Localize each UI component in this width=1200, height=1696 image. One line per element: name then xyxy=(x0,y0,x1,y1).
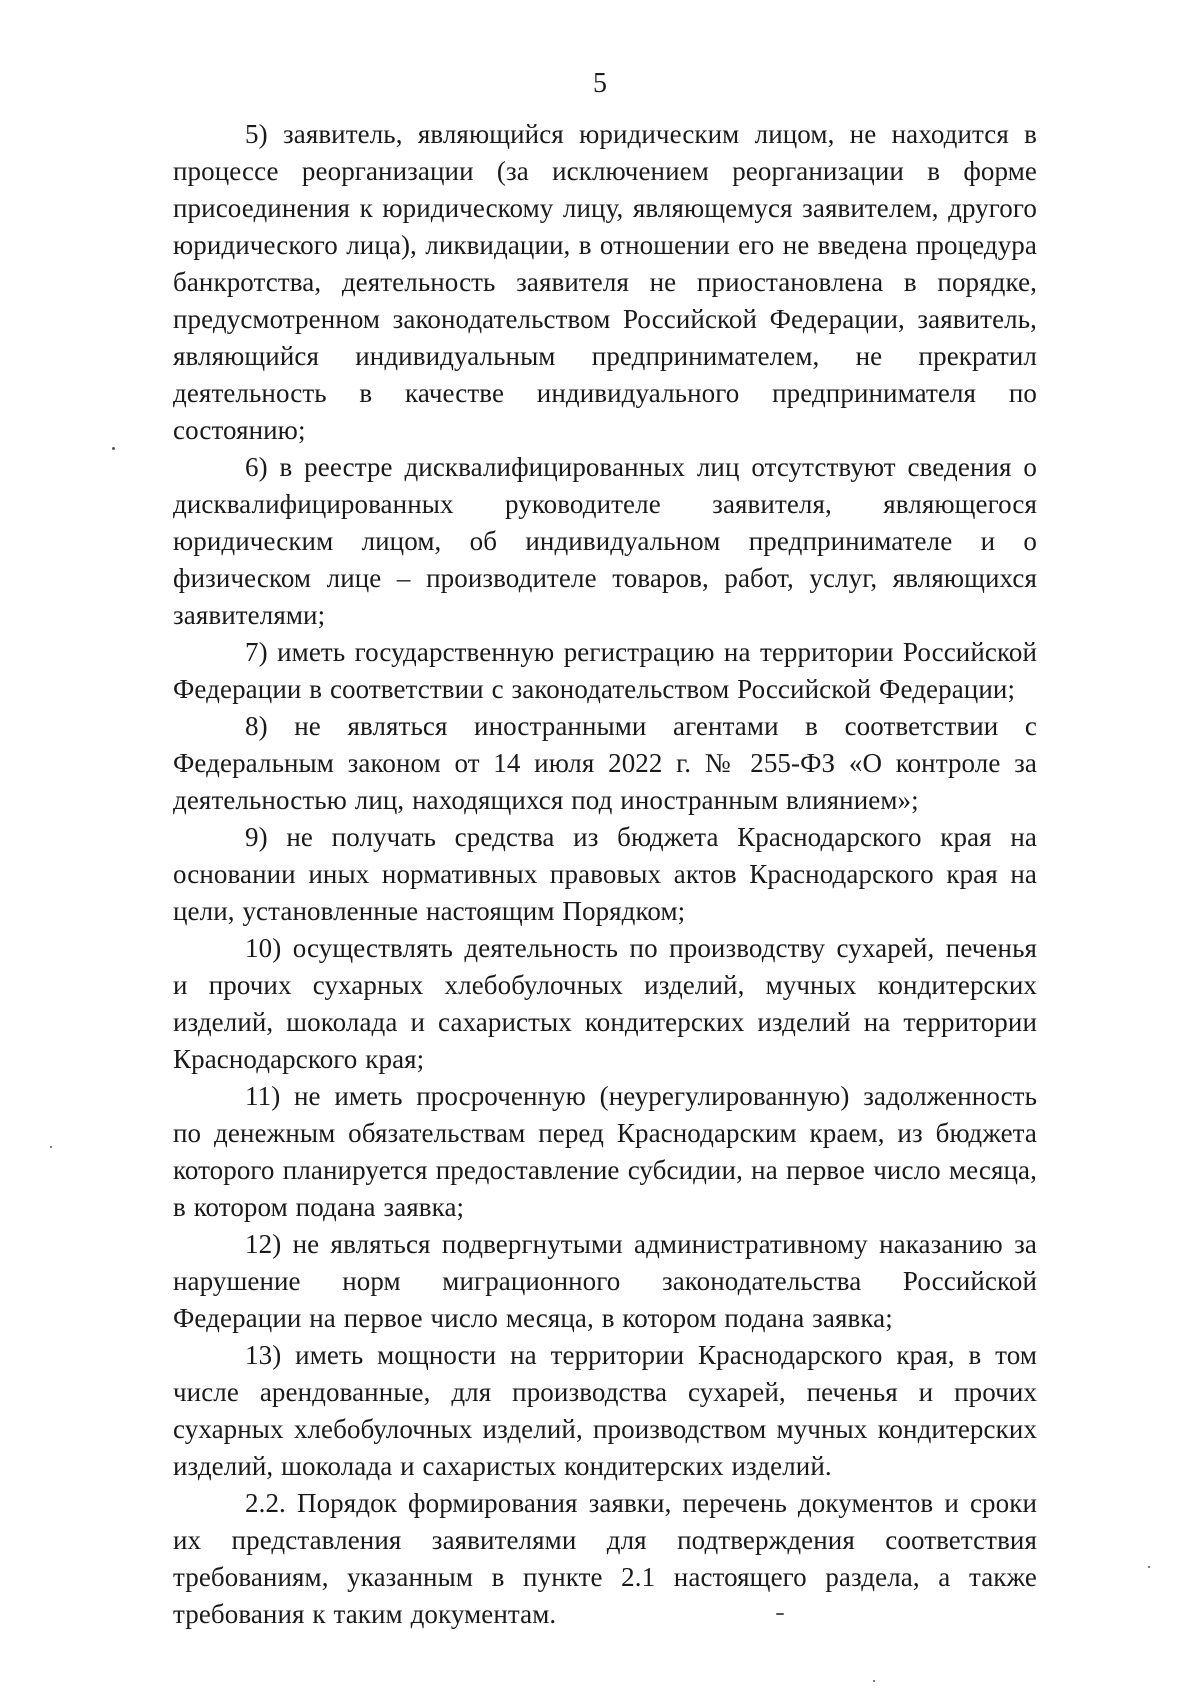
scan-speck xyxy=(1148,1566,1150,1568)
scan-speck xyxy=(776,1613,784,1615)
paragraph-section-2-2: 2.2. Порядок формирования заявки, перечень документов и сроки их представления заявителями для подтверждения соответствия требованиям, указанным в пункте 2.1 настоящего раздела, а также требования к таким документам. xyxy=(173,1488,1037,1629)
paragraph-item-11: 11) не иметь просроченную (неурегулированную) задолженность по денежным обязательствам перед Краснодарским краем, из бюджета которого планируется предоставление субсидии, на первое число месяца, в котором подана заявка; xyxy=(173,1081,1037,1222)
paragraph-item-8: 8) не являться иностранными агентами в соответствии с Федеральным законом от 14 июля 2022 г. № 255-ФЗ «О контроле за деятельностью лиц, находящихся под иностранным влиянием»; xyxy=(173,711,1037,815)
scan-speck xyxy=(112,447,115,450)
paragraph-item-13: 13) иметь мощности на территории Краснодарского края, в том числе арендованные, для производства сухарей, печенья и прочих сухарных хлебобулочных изделий, производством мучных кондитерских изделий, шоколада и сахаристых кондитерских изделий. xyxy=(173,1340,1037,1481)
scan-speck xyxy=(50,1146,52,1148)
page-number: 5 xyxy=(593,68,607,99)
paragraph-item-7: 7) иметь государственную регистрацию на территории Российской Федерации в соответствии с законодательством Российской Федерации; xyxy=(173,637,1037,704)
document-body xyxy=(173,116,1037,1633)
paragraph-item-6: 6) в реестре дисквалифицированных лиц отсутствуют сведения о дисквалифицированных руководителе заявителя, являющегося юридическим лицом, об индивидуальном предпринимателе и о физическом лице – производителе товаров, работ, услуг, являющихся заявителями; xyxy=(173,452,1037,630)
paragraph-item-12: 12) не являться подвергнутыми административному наказанию за нарушение норм миграционного законодательства Российской Федерации на первое число месяца, в котором подана заявка; xyxy=(173,1229,1037,1333)
paragraph-item-10: 10) осуществлять деятельность по производству сухарей, печенья и прочих сухарных хлебобулочных изделий, мучных кондитерских изделий, шоколада и сахаристых кондитерских изделий на территории Краснодарского края; xyxy=(173,933,1037,1074)
paragraph-item-9: 9) не получать средства из бюджета Краснодарского края на основании иных нормативных правовых актов Краснодарского края на цели, установленные настоящим Порядком; xyxy=(173,822,1037,926)
paragraph-item-5: 5) заявитель, являющийся юридическим лицом, не находится в процессе реорганизации (за исключением реорганизации в форме присоединения к юридическому лицу, являющемуся заявителем, другого юридического лица), ликвидации, в отношении его не введена процедура банкротства, деятельность заявителя не приостановлена в порядке, предусмотренном законодательством Российской Федерации, заявитель, являющийся индивидуальным предпринимателем, не прекратил деятельность в качестве индивидуального предпринимателя по состоянию; xyxy=(173,119,1037,445)
scan-speck xyxy=(873,1680,875,1682)
